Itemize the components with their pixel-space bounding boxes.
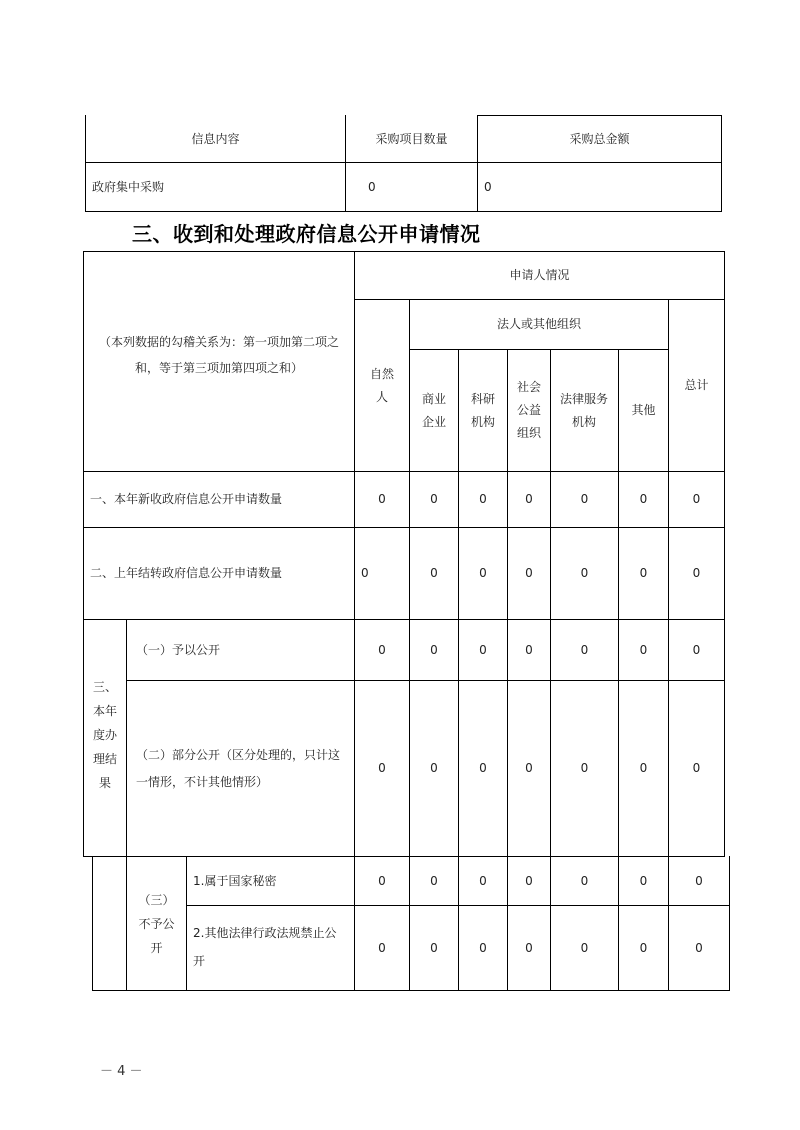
row1-value: 0	[639, 492, 648, 507]
row3a-value: 0	[479, 642, 487, 657]
row2-value: 0	[639, 566, 648, 581]
row1-label: 一、本年新收政府信息公开申请数量	[90, 492, 283, 507]
row3c1-value: 0	[479, 873, 487, 888]
row1-value: 0	[525, 492, 533, 507]
header-natural-person: 自然人	[369, 366, 394, 404]
header-legal-group: 法人或其他组织	[496, 317, 581, 332]
row3c1-value: 0	[378, 873, 386, 888]
row1-value: 0	[430, 492, 438, 507]
section-title: 三、收到和处理政府信息公开申请情况	[132, 222, 481, 246]
header-other: 其他	[631, 403, 656, 418]
row-label-centralized: 政府集中采购	[92, 179, 165, 194]
row3c1-value: 0	[525, 873, 533, 888]
row1-value: 0	[479, 492, 487, 507]
row3c2-value: 0	[378, 940, 386, 955]
row3b-label: （二）部分公开（区分处理的，只计这一情形，不计其他情形）	[136, 748, 341, 789]
row-amount: 0	[484, 179, 492, 194]
row3a-value: 0	[580, 642, 589, 657]
row3c2-value: 0	[525, 940, 533, 955]
row3a-value: 0	[692, 642, 701, 657]
row3b-value: 0	[639, 761, 648, 776]
row3a-label: （一）予以公开	[136, 642, 221, 657]
header-research: 科研机构	[470, 391, 495, 429]
row3c2-value: 0	[430, 940, 438, 955]
row1-value: 0	[580, 492, 589, 507]
row3b-value: 0	[378, 761, 386, 776]
row3c2-value: 0	[639, 940, 648, 955]
row3a-value: 0	[525, 642, 533, 657]
section3-label: 三、本年度办理结果	[92, 680, 117, 790]
row2-value: 0	[580, 566, 589, 581]
header-total-amount: 采购总金额	[569, 131, 630, 146]
row3b-value: 0	[692, 761, 701, 776]
row3b-value: 0	[479, 761, 487, 776]
row3a-value: 0	[430, 642, 438, 657]
row3c2-value: 0	[479, 940, 487, 955]
row2-value: 0	[525, 566, 533, 581]
row2-value: 0	[361, 566, 369, 581]
header-legal-service: 法律服务机构	[560, 391, 609, 429]
row3c2-value: 0	[695, 940, 703, 955]
row3a-value: 0	[639, 642, 648, 657]
row3c1-value: 0	[639, 873, 648, 888]
row3c-label: （三）不予公开	[138, 892, 175, 955]
row-count: 0	[368, 179, 376, 194]
header-item-count: 采购项目数量	[375, 131, 448, 146]
row3b-value: 0	[580, 761, 589, 776]
row2-value: 0	[692, 566, 701, 581]
row3c2-value: 0	[580, 940, 589, 955]
header-commercial: 商业企业	[421, 391, 446, 429]
row2-value: 0	[479, 566, 487, 581]
row3a-value: 0	[378, 642, 386, 657]
row2-value: 0	[430, 566, 438, 581]
header-info-content: 信息内容	[191, 131, 240, 146]
row3b-value: 0	[525, 761, 533, 776]
row3c2-label: 2.其他法律行政法规禁止公开	[193, 926, 337, 968]
row3c1-value: 0	[430, 873, 438, 888]
row3c1-value: 0	[695, 873, 703, 888]
row3c1-label: 1.属于国家秘密	[193, 873, 277, 888]
page-number: － 4 －	[100, 1064, 143, 1079]
header-social: 社会公益组织	[516, 380, 541, 440]
header-note: （本列数据的勾稽关系为：第一项加第二项之和，等于第三项加第四项之和）	[98, 334, 339, 375]
row1-value: 0	[378, 492, 386, 507]
header-applicant-info: 申请人情况	[509, 268, 570, 283]
row2-label: 二、上年结转政府信息公开申请数量	[90, 566, 283, 581]
row1-value: 0	[692, 492, 701, 507]
header-total: 总计	[684, 378, 709, 393]
row3b-value: 0	[430, 761, 438, 776]
row3c1-value: 0	[580, 873, 589, 888]
